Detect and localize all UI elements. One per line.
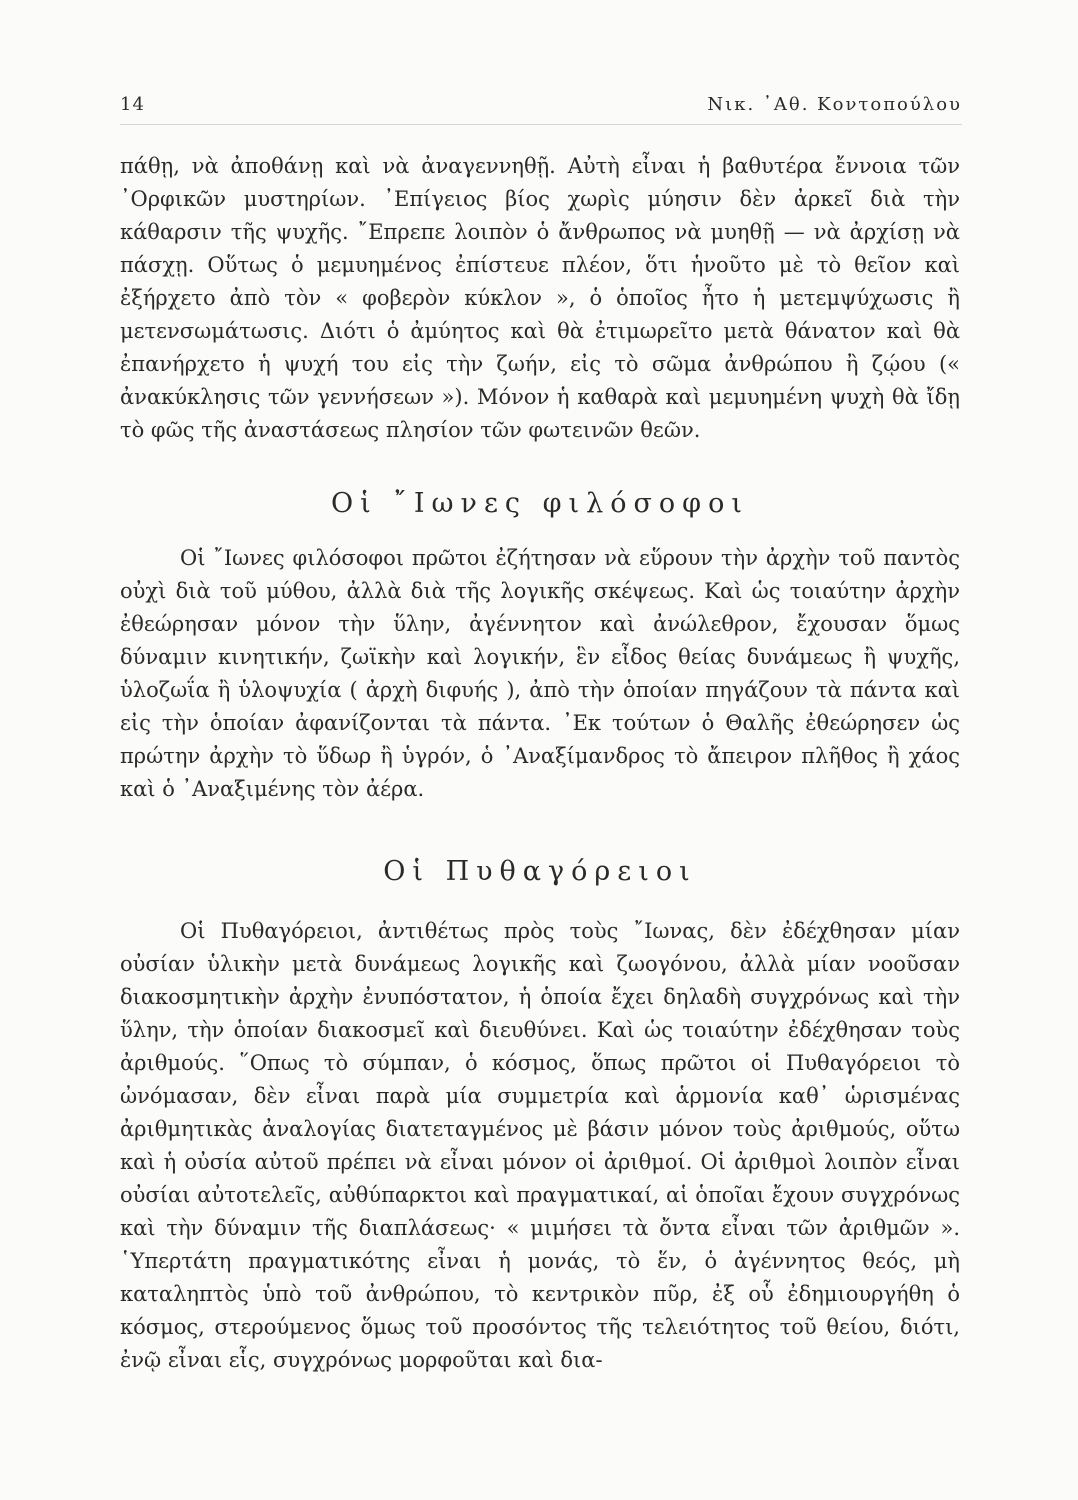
author-name: Νικ. ᾿Αθ. Κοντοπούλου bbox=[707, 94, 962, 115]
paragraph-text: πάθῃ, νὰ ἀποθάνῃ καὶ νὰ ἀναγεννηθῇ. Αὐτὴ εἶναι ἡ βαθυτέρα ἔννοια τῶν ᾿Ορφικῶν μυστηρίων. ᾿Επίγειος βίος χωρὶς μύησιν δὲν ἀρκεῖ διὰ τὴν κάθαρσιν τῆς ψυχῆς. ῎Επρεπε λοιπὸν ὁ ἄνθρωπος νὰ μυηθῇ — νὰ ἀρχίσῃ νὰ πάσχῃ. Οὕτως ὁ μεμυημένος ἐπίστευε πλέον, ὅτι ἡνοῦτο μὲ τὸ θεῖον καὶ ἐξήρχετο ἀπὸ τὸν « φοβερὸν κύκλον », ὁ ὁποῖος ἦτο ἡ μετεμψύχωσις ἢ μετενσωμάτωσις. Διότι ὁ ἀμύητος καὶ θὰ ἐτιμωρεῖτο μετὰ θάνατον καὶ θὰ ἐπανήρχετο ἡ ψυχή του εἰς τὴν ζωήν, εἰς τὸ σῶμα ἀνθρώπου ἢ ζῴου (« ἀνακύκλησις τῶν γεννήσεων »). Μόνον ἡ καθαρὰ καὶ μεμυημένη ψυχὴ θὰ ἴδῃ τὸ φῶς τῆς ἀναστάσεως πλησίον τῶν φωτεινῶν θεῶν. bbox=[120, 154, 960, 442]
running-head bbox=[120, 94, 962, 125]
paragraph-text: Οἱ Πυθαγόρειοι, ἀντιθέτως πρὸς τοὺς ῎Ιωνας, δὲν ἐδέχθησαν μίαν οὐσίαν ὑλικὴν μετὰ δυνάμεως λογικῆς καὶ ζωογόνου, ἀλλὰ μίαν νοοῦσαν διακοσμητικὴν ἀρχὴν ἐνυπόστατον, ἡ ὁποία ἔχει δηλαδὴ συγχρόνως καὶ τὴν ὕλην, τὴν ὁποίαν διακοσμεῖ καὶ διευθύνει. Καὶ ὡς τοιαύτην ἐδέχθησαν τοὺς ἀριθμούς. ῞Οπως τὸ σύμπαν, ὁ κόσμος, ὅπως πρῶτοι οἱ Πυθαγόρειοι τὸ ὠνόμασαν, δὲν εἶναι παρὰ μία συμμετρία καὶ ἁρμονία καθ᾿ ὡρισμένας ἀριθμητικὰς ἀναλογίας διατεταγμένος μὲ βάσιν μόνον τοὺς ἀριθμούς, οὕτω καὶ ἡ οὐσία αὐτοῦ πρέπει νὰ εἶναι μόνον οἱ ἀριθμοί. Οἱ ἀριθμοὶ λοιπὸν εἶναι οὐσίαι αὐτοτελεῖς, αὐθύπαρκτοι καὶ πραγματικαί, αἱ ὁποῖαι ἔχουν συγχρόνως καὶ τὴν δύναμιν τῆς διαπλάσεως· « μιμήσει τὰ ὄντα εἶναι τῶν ἀριθμῶν ». ῾Υπερτάτη πραγματικότης εἶναι ἡ μονάς, τὸ ἕν, ὁ ἀγέννητος θεός, μὴ καταληπτὸς ὑπὸ τοῦ ἀνθρώπου, τὸ κεντρικὸν πῦρ, ἐξ οὗ ἐδημιουργήθη ὁ κόσμος, στερούμενος ὅμως τοῦ προσόντος τῆς τελειότητος τοῦ θείου, διότι, ἐνῷ εἶναι εἷς, συγχρόνως μορφοῦται καὶ δια- bbox=[120, 919, 960, 1372]
paragraph-text: Οἱ ῎Ιωνες φιλόσοφοι πρῶτοι ἐζήτησαν νὰ εὕρουν τὴν ἀρχὴν τοῦ παντὸς οὐχὶ διὰ τοῦ μύθου, ἀλλὰ διὰ τῆς λογικῆς σκέψεως. Καὶ ὡς τοιαύτην ἀρχὴν ἐθεώρησαν μόνον τὴν ὕλην, ἀγέννητον καὶ ἀνώλεθρον, ἔχουσαν ὅμως δύναμιν κινητικήν, ζωϊκὴν καὶ λογικήν, ἓν εἶδος θείας δυνάμεως ἢ ψυχῆς, ὑλοζωΐα ἢ ὑλοψυχία ( ἀρχὴ διφυής ), ἀπὸ τὴν ὁποίαν πηγάζουν τὰ πάντα καὶ εἰς τὴν ὁποίαν ἀφανίζονται τὰ πάντα. ᾿Εκ τούτων ὁ Θαλῆς ἐθεώρησεν ὡς πρώτην ἀρχὴν τὸ ὕδωρ ἢ ὑγρόν, ὁ ᾿Αναξίμανδρος τὸ ἄπειρον πλῆθος ἢ χάος καὶ ὁ ᾿Αναξιμένης τὸν ἀέρα. bbox=[120, 546, 960, 801]
page-number: 14 bbox=[120, 94, 145, 115]
paragraph-ionian-philosophers bbox=[120, 542, 960, 806]
section-heading-pythagoreans: Οἱ Πυθαγόρειοι bbox=[383, 856, 697, 887]
section-heading-ionian-philosophers: Οἱ ῎Ιωνες φιλόσοφοι bbox=[331, 488, 749, 519]
paragraph-orphic-mysteries bbox=[120, 150, 960, 447]
paragraph-pythagoreans bbox=[120, 915, 960, 1377]
